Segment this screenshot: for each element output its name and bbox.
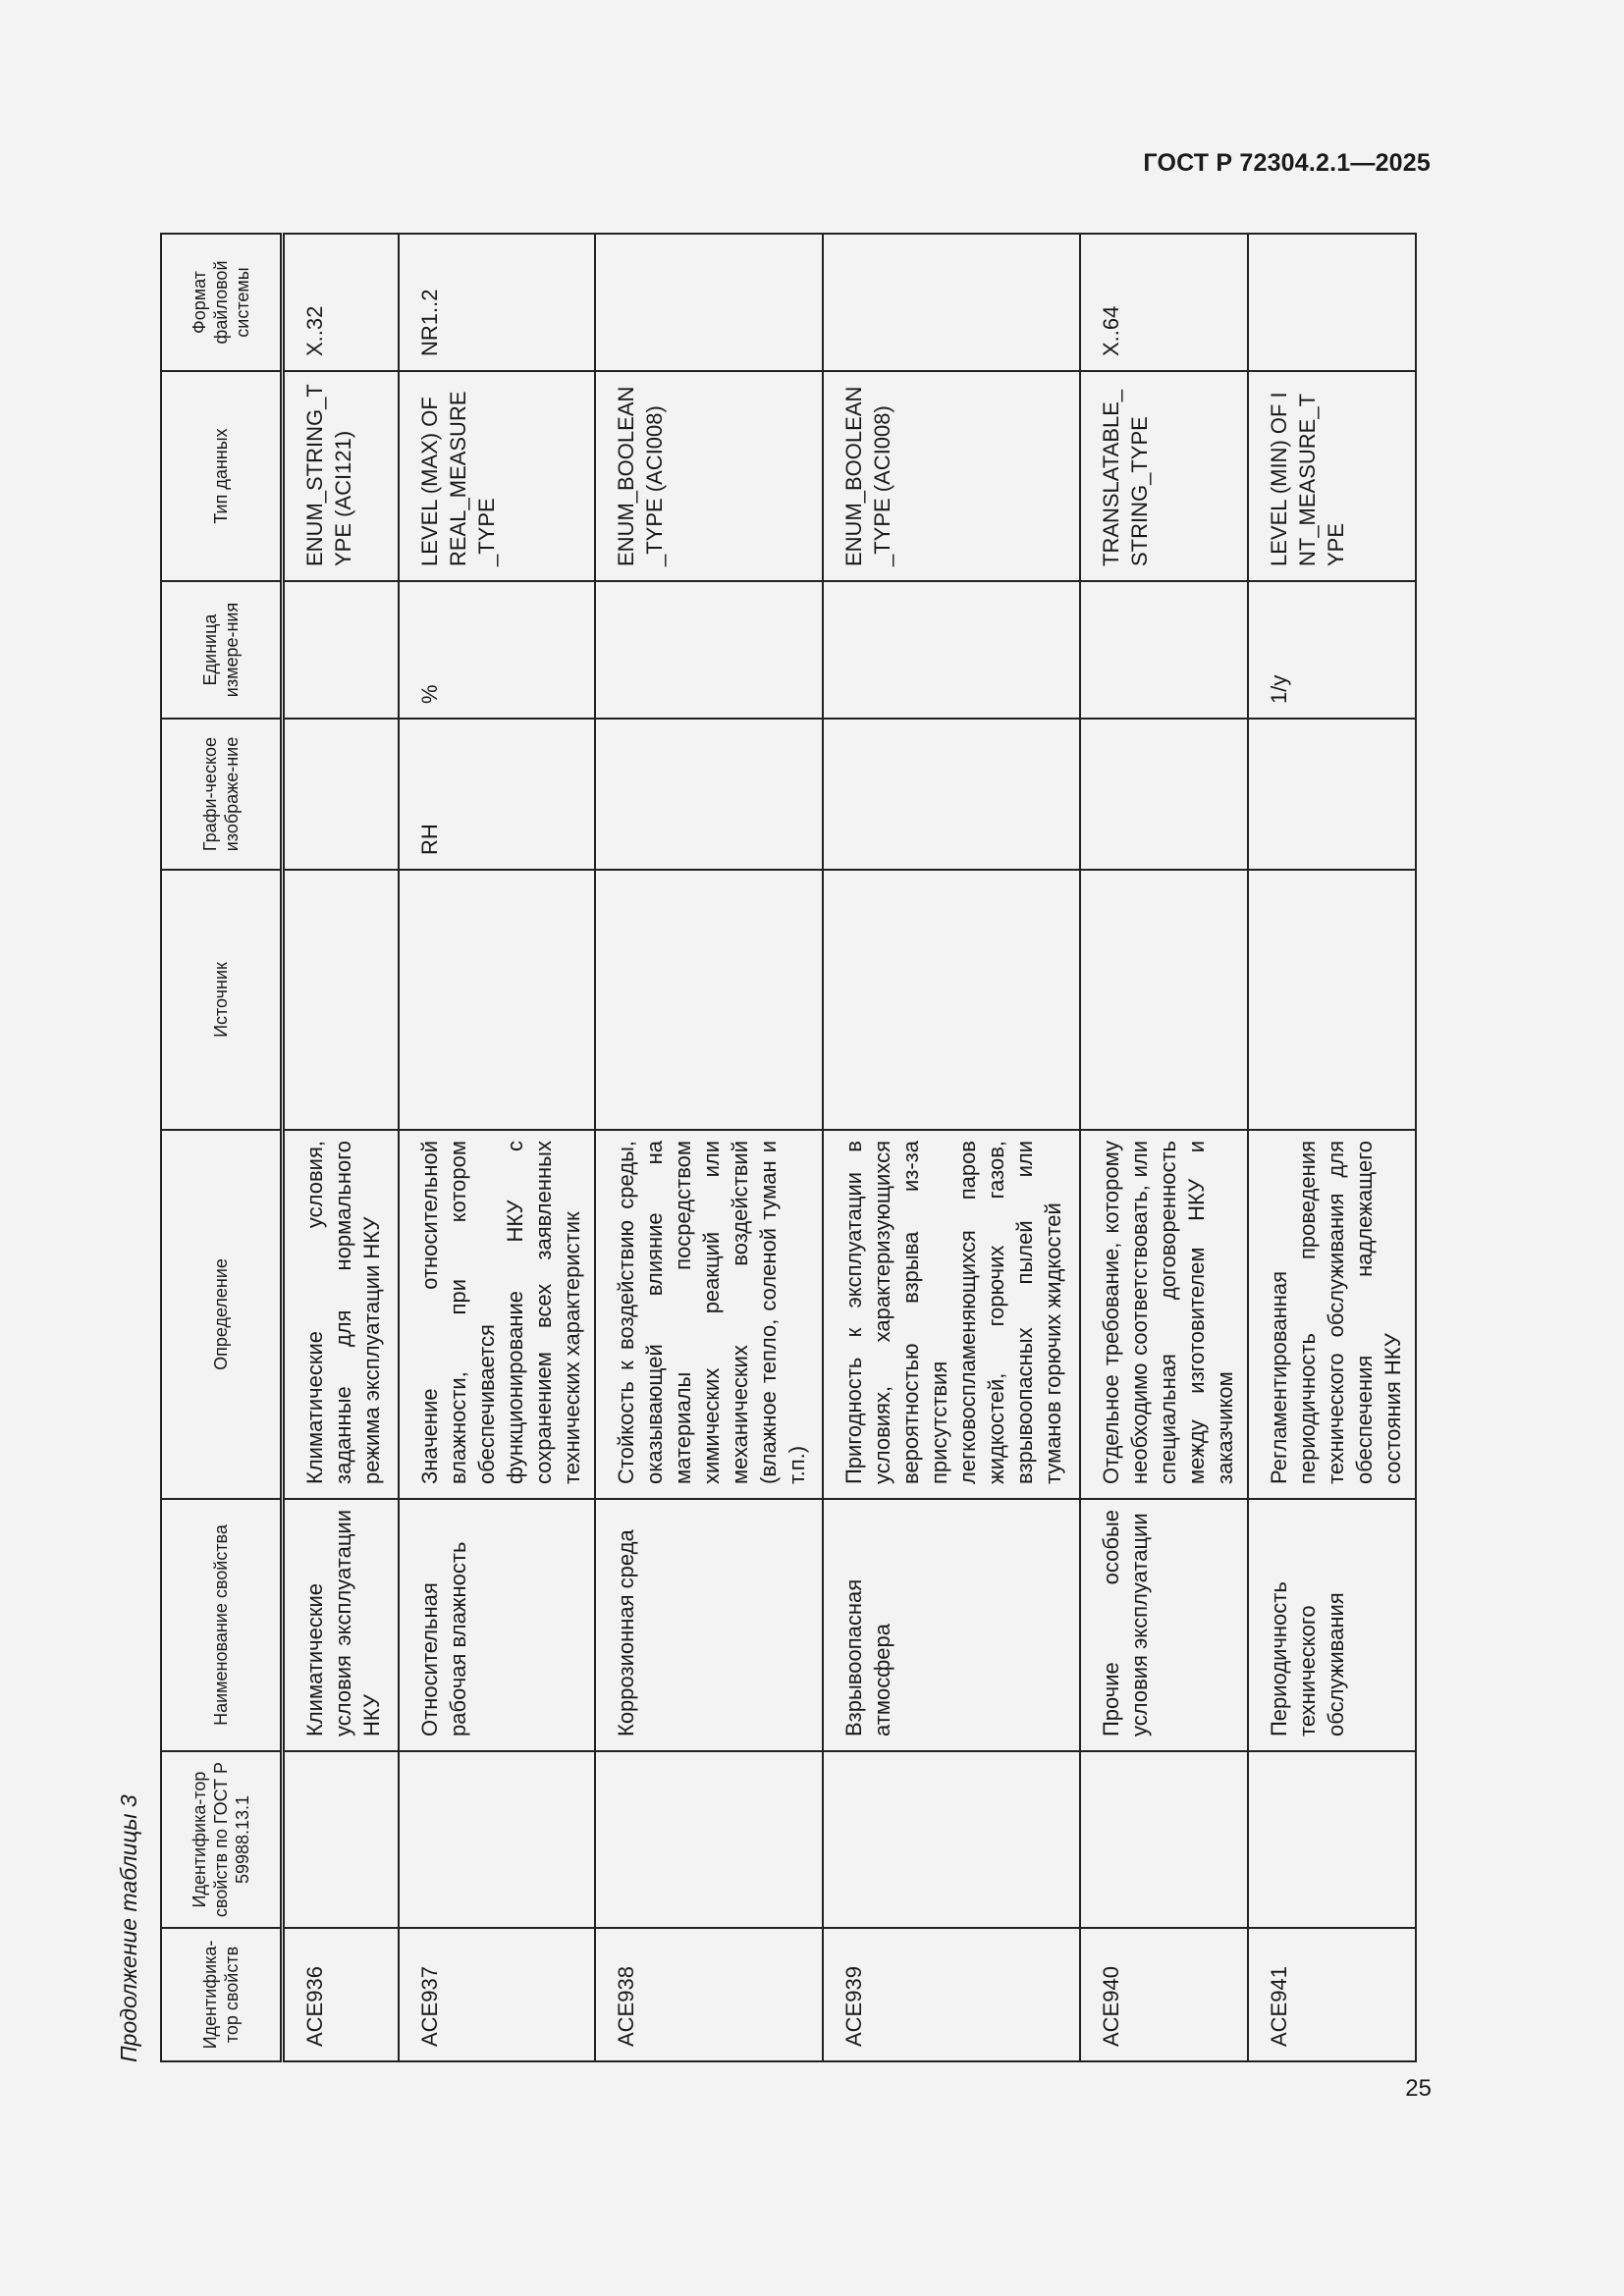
table-row [823,234,1080,2061]
gost-property-id [283,1751,399,1928]
table-row [399,234,595,2061]
property-datatype: TRANSLATABLE_STRING_TYPE [1080,371,1248,581]
column-header: Определение [161,1130,283,1499]
property-unit [283,581,399,719]
property-format: X..32 [283,234,399,371]
table-row [1080,234,1248,2061]
property-source [283,870,399,1130]
property-definition: Стойкость к воздействию среды, оказывающей влияние на материалы посредством химических реакций или механических воздействий (влажное тепло, соленой туман и т.п.) [595,1130,823,1499]
property-unit [1080,581,1248,719]
table-header-row [161,234,283,2061]
column-header: Единица измере-ния [161,581,283,719]
document-header: ГОСТ Р 72304.2.1—2025 [1143,149,1431,177]
property-name: Климатические условия эксплуатации НКУ [283,1499,399,1751]
table-row [1248,234,1416,2061]
gost-property-id [823,1751,1080,1928]
property-id: ACE938 [595,1928,823,2061]
property-id: ACE939 [823,1928,1080,2061]
property-graphic: RH [399,719,595,870]
column-header: Идентифика-тор свойств [161,1928,283,2061]
property-definition: Значение относительной влажности, при котором обеспечивается функционирование НКУ с сохранением всех заявленных технических характеристик [399,1130,595,1499]
property-name: Взрывоопасная атмосфера [823,1499,1080,1751]
table-caption: Продолжение таблицы 3 [116,1794,141,2062]
property-graphic [595,719,823,870]
gost-property-id [399,1751,595,1928]
property-datatype: LEVEL (MAX) OF REAL_MEASURE_TYPE [399,371,595,581]
rotated-table-area [98,229,1419,2062]
property-id: ACE940 [1080,1928,1248,2061]
property-source [399,870,595,1130]
property-format: NR1..2 [399,234,595,371]
property-source [595,870,823,1130]
property-datatype: LEVEL (MIN) OF INT_MEASURE_TYPE [1248,371,1416,581]
property-id: ACE941 [1248,1928,1416,2061]
property-name: Прочие особые условия эксплуатации [1080,1499,1248,1751]
property-definition: Климатические условия, заданные для нормального режима эксплуатации НКУ [283,1130,399,1499]
property-source [1080,870,1248,1130]
gost-property-id [595,1751,823,1928]
table-row [283,234,399,2061]
property-name: Коррозионная среда [595,1499,823,1751]
property-format [595,234,823,371]
property-id: ACE936 [283,1928,399,2061]
property-name: Периодичность технического обслуживания [1248,1499,1416,1751]
property-graphic [1248,719,1416,870]
gost-property-id [1080,1751,1248,1928]
property-datatype: ENUM_BOOLEAN_TYPE (ACI008) [595,371,823,581]
property-unit: 1/y [1248,581,1416,719]
property-definition: Регламентированная периодичность проведения технического обслуживания для обеспечения надлежащего состояния НКУ [1248,1130,1416,1499]
property-name: Относительная рабочая влажность [399,1499,595,1751]
property-unit [595,581,823,719]
property-graphic [283,719,399,870]
property-definition: Отдельное требование, которому необходимо соответствовать, или специальная договоренность между изготовителем НКУ и заказчиком [1080,1130,1248,1499]
property-datatype: ENUM_BOOLEAN_TYPE (ACI008) [823,371,1080,581]
property-unit: % [399,581,595,719]
column-header: Формат файловой системы [161,234,283,371]
column-header: Идентифика-тор свойств по ГОСТ Р 59988.13.1 [161,1751,283,1928]
property-format [823,234,1080,371]
property-unit [823,581,1080,719]
page-number: 25 [1405,2075,1432,2102]
properties-table [160,233,1417,2062]
property-graphic [1080,719,1248,870]
property-format [1248,234,1416,371]
column-header: Наименование свойства [161,1499,283,1751]
column-header: Источник [161,870,283,1130]
column-header: Тип данных [161,371,283,581]
property-source [823,870,1080,1130]
property-source [1248,870,1416,1130]
table-row [595,234,823,2061]
property-id: ACE937 [399,1928,595,2061]
property-definition: Пригодность к эксплуатации в условиях, характеризующихся вероятностью взрыва из-за присутствия легковоспламеняющихся паров жидкостей, горючих газов, взрывоопасных пылей или туманов горючих жидкостей [823,1130,1080,1499]
property-datatype: ENUM_STRING_TYPE (ACI121) [283,371,399,581]
property-format: X..64 [1080,234,1248,371]
property-graphic [823,719,1080,870]
gost-property-id [1248,1751,1416,1928]
column-header: Графи-ческое изображе-ние [161,719,283,870]
